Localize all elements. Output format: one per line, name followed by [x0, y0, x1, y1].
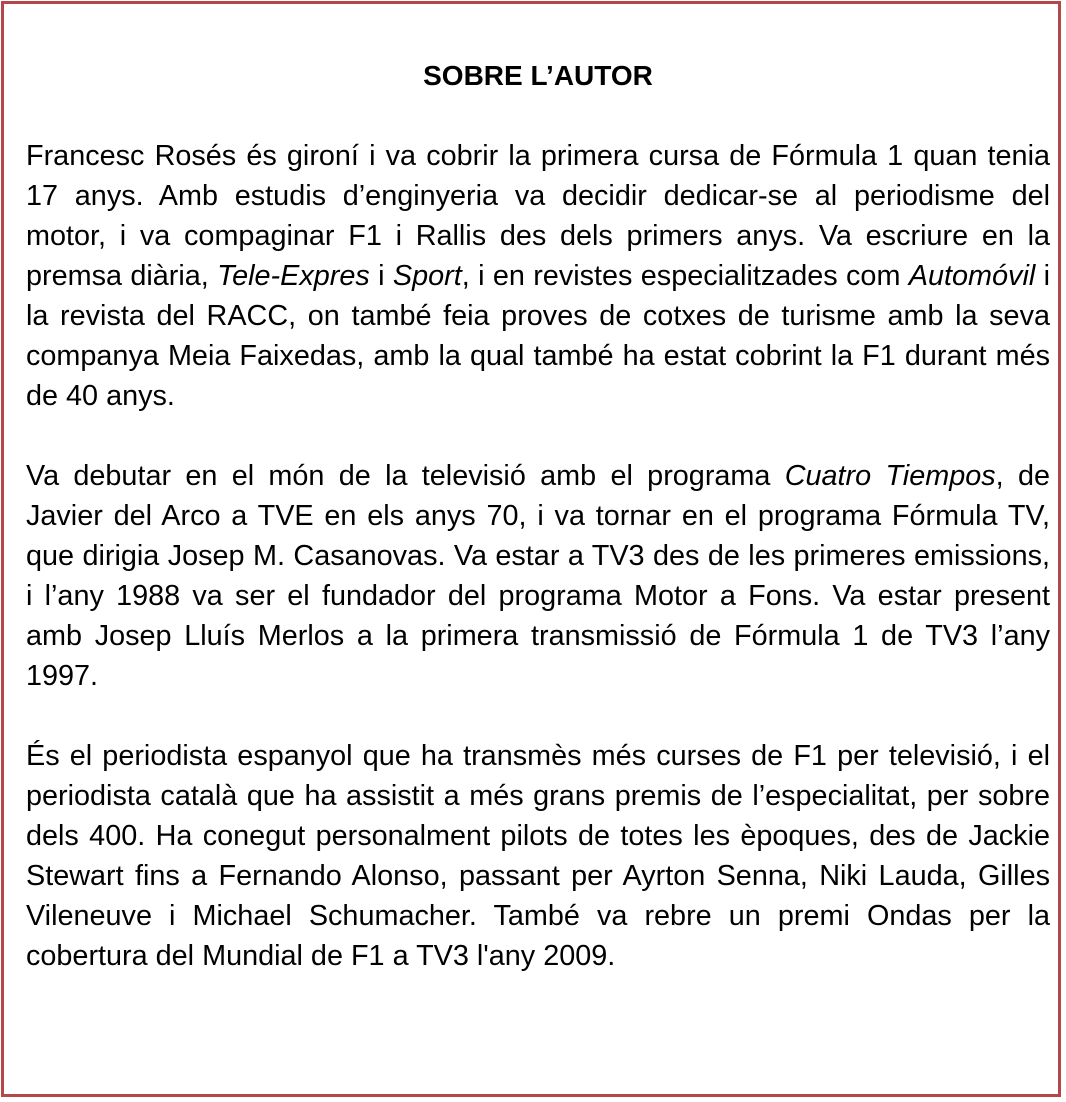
program-title: Cuatro Tiempos	[784, 460, 996, 492]
publication-title: Sport	[392, 260, 462, 292]
bio-text: Va debutar en el món de la televisió amb el programa	[26, 460, 785, 492]
author-bio-frame	[1, 1, 1061, 1097]
page-title: SOBRE L’AUTOR	[423, 60, 653, 91]
publication-title: Tele-Expres	[217, 260, 370, 292]
bio-paragraph-3	[26, 736, 1050, 976]
bio-paragraph-1	[26, 136, 1050, 416]
publication-title: Automóvil	[908, 260, 1036, 292]
author-bio-content	[26, 56, 1050, 976]
bio-text: i	[369, 260, 393, 292]
bio-text: , i en revistes especialitzades com	[461, 260, 909, 292]
bio-text: , de Javier del Arco a TVE en els anys 70, i va tornar en el programa Fórmula TV, que dirigia Josep M. Casanovas. Va estar a TV3 des de les primeres emissions, i l’any 1988 va ser el fundador del programa Motor a Fons. Va estar present amb Josep Lluís Merlos a la primera transmissió de Fórmula 1 de TV3 l’any 1997.	[26, 460, 1050, 692]
bio-text: i la revista del RACC, on també feia proves de cotxes de turisme amb la seva companya Meia Faixedas, amb la qual també ha estat cobrint la F1 durant més de 40 anys.	[26, 260, 1050, 412]
bio-text: Francesc Rosés és gironí i va cobrir la primera cursa de Fórmula 1 quan tenia 17 anys. Amb estudis d’enginyeria va decidir dedicar-se al periodisme del motor, i va compaginar F1 i Rallis des dels primers anys. Va escriure en la premsa diària,	[26, 140, 1050, 292]
bio-text: És el periodista espanyol que ha transmès més curses de F1 per televisió, i el periodista català que ha assistit a més grans premis de l’especialitat, per sobre dels 400. Ha conegut personalment pilots de totes les èpoques, des de Jackie Stewart fins a Fernando Alonso, passant per Ayrton Senna, Niki Lauda, Gilles Vileneuve i Michael Schumacher. També va rebre un premi Ondas per la cobertura del Mundial de F1 a TV3 l'any 2009.	[26, 740, 1050, 972]
bio-paragraph-2	[26, 456, 1050, 696]
